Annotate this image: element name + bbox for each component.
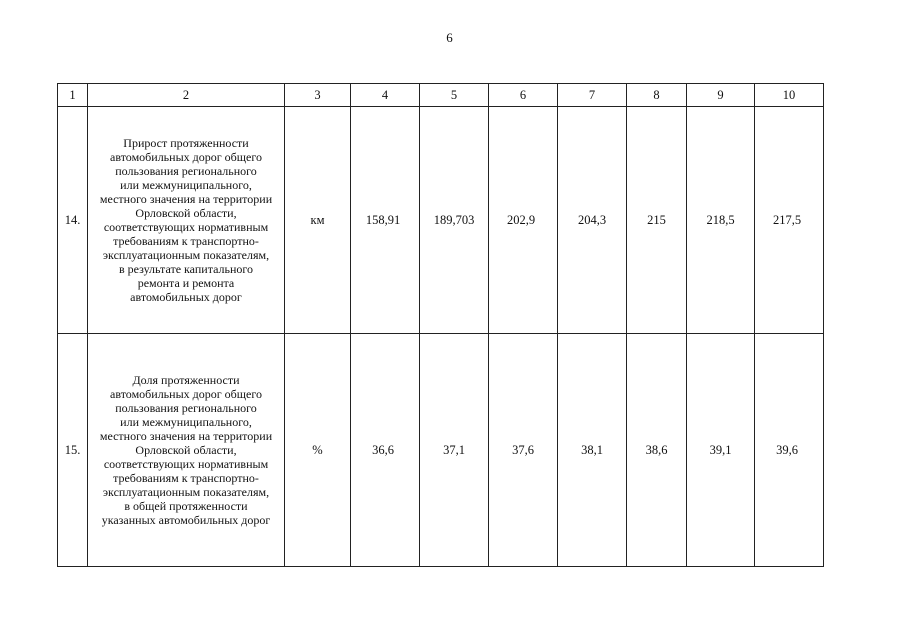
description-line: в общей протяженности: [124, 499, 248, 513]
description-line: требованиям к транспортно-: [113, 471, 259, 485]
description-line: или межмуниципального,: [120, 415, 252, 429]
description-line: соответствующих нормативным: [103, 457, 269, 471]
column-header: 3: [285, 84, 351, 107]
description-line: эксплуатационным показателям,: [102, 485, 270, 499]
description-line: в результате капитального: [118, 262, 254, 276]
description-line: ремонта и ремонта: [137, 276, 235, 290]
description-line: местного значения на территории: [99, 429, 273, 443]
description-line: Орловской области,: [135, 206, 237, 220]
value-cell: 39,1: [687, 334, 755, 567]
column-header: 6: [489, 84, 558, 107]
value-cell: 37,6: [489, 334, 558, 567]
description-line: Орловской области,: [135, 443, 237, 457]
column-header: 4: [351, 84, 420, 107]
column-header: 5: [420, 84, 489, 107]
description-line: местного значения на территории: [99, 192, 273, 206]
page-number: 6: [446, 30, 453, 45]
value-cell: 38,1: [558, 334, 627, 567]
description-line: автомобильных дорог общего: [110, 150, 262, 164]
unit-cell: км: [285, 107, 351, 334]
description-line: требованиям к транспортно-: [113, 234, 259, 248]
description-line: или межмуниципального,: [120, 178, 252, 192]
row-number: 15.: [58, 334, 88, 567]
indicator-description: [88, 107, 285, 334]
value-cell: 189,703: [420, 107, 489, 334]
description-line: соответствующих нормативным: [103, 220, 269, 234]
description-line: автомобильных дорог общего: [110, 387, 262, 401]
value-cell: 215: [627, 107, 687, 334]
value-cell: 158,91: [351, 107, 420, 334]
column-header: 7: [558, 84, 627, 107]
table-row: [58, 107, 824, 334]
unit-cell: %: [285, 334, 351, 567]
column-header: 8: [627, 84, 687, 107]
table-header-row: [58, 84, 824, 107]
description-line: пользования регионального: [115, 401, 257, 415]
value-cell: 218,5: [687, 107, 755, 334]
table-row: [58, 334, 824, 567]
row-number: 14.: [58, 107, 88, 334]
column-header: 9: [687, 84, 755, 107]
description-line: пользования регионального: [115, 164, 257, 178]
description-line: Доля протяженности: [132, 373, 240, 387]
indicator-description: [88, 334, 285, 567]
value-cell: 202,9: [489, 107, 558, 334]
column-header: 2: [88, 84, 285, 107]
column-header: 1: [58, 84, 88, 107]
description-line: эксплуатационным показателям,: [102, 248, 270, 262]
value-cell: 37,1: [420, 334, 489, 567]
description-line: автомобильных дорог: [130, 290, 242, 304]
value-cell: 36,6: [351, 334, 420, 567]
value-cell: 38,6: [627, 334, 687, 567]
description-line: указанных автомобильных дорог: [101, 513, 271, 527]
value-cell: 39,6: [755, 334, 824, 567]
value-cell: 204,3: [558, 107, 627, 334]
description-line: Прирост протяженности: [123, 136, 249, 150]
column-header: 10: [755, 84, 824, 107]
indicators-table: [57, 83, 824, 567]
value-cell: 217,5: [755, 107, 824, 334]
